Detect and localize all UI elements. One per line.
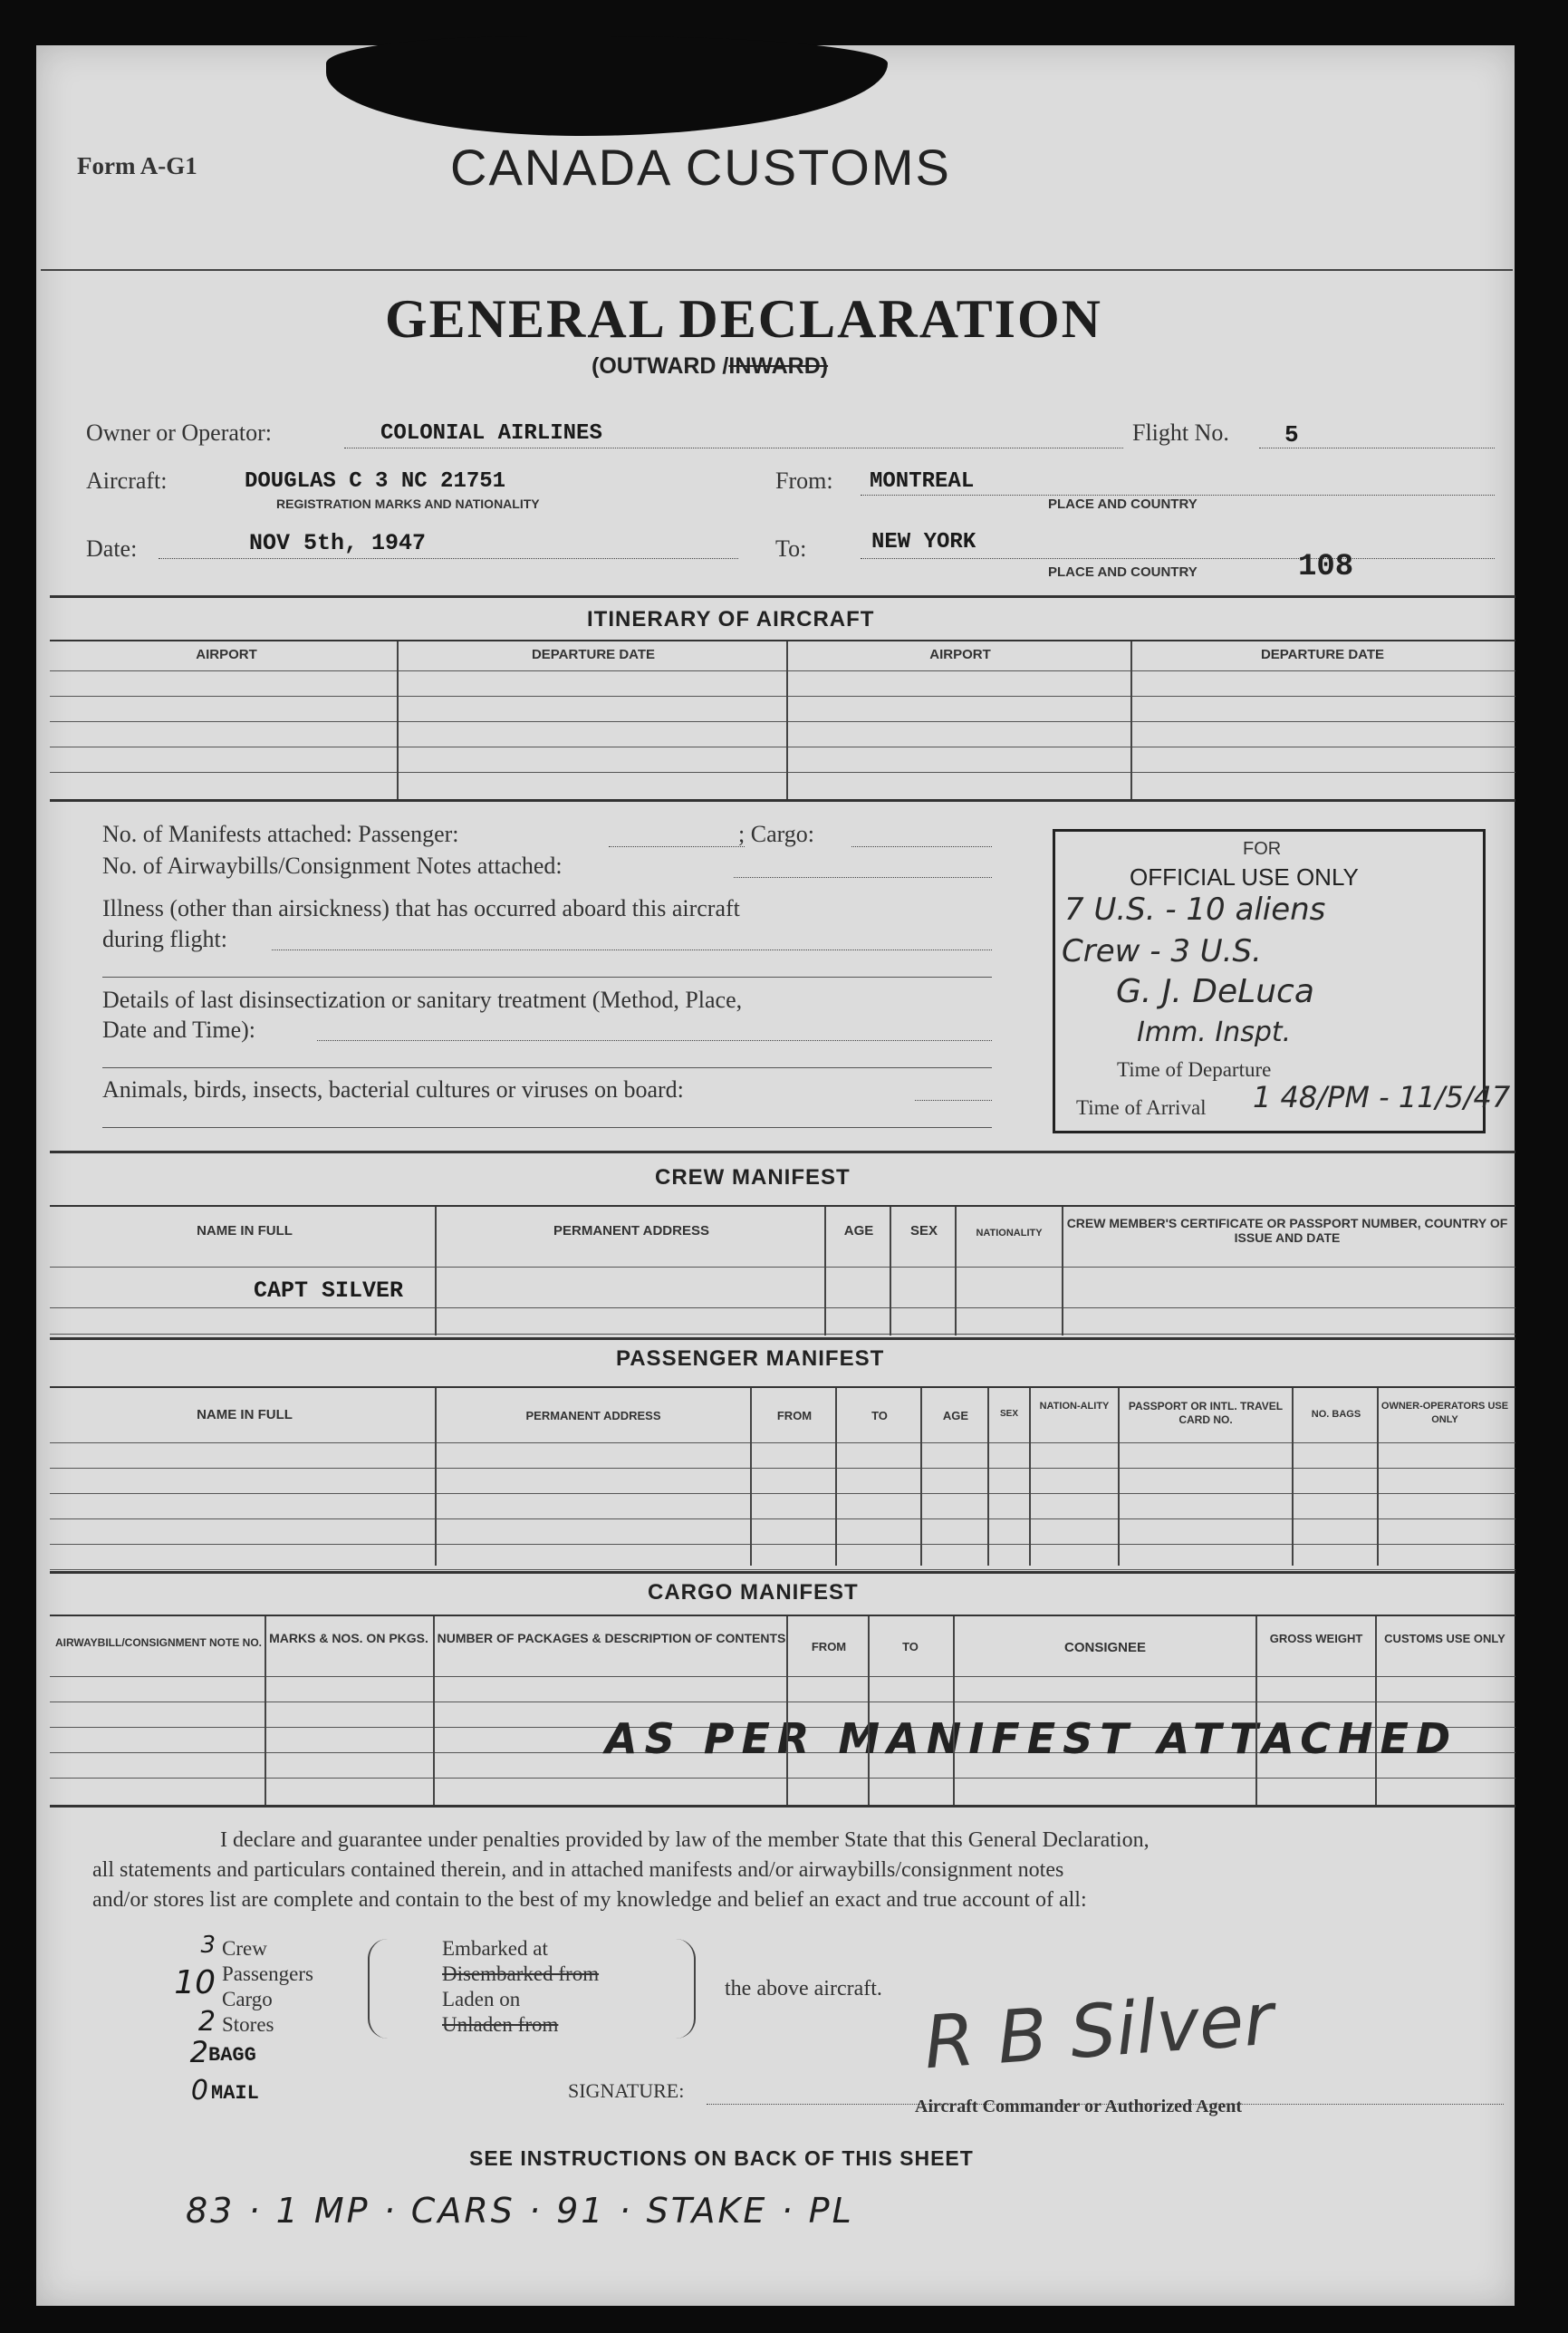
passenger-col-owner: OWNER-OPERATORS USE ONLY bbox=[1380, 1401, 1509, 1425]
cargo-divider bbox=[265, 1616, 266, 1805]
itinerary-divider bbox=[397, 641, 399, 799]
itinerary-row-line bbox=[50, 696, 1515, 697]
crew-row-line bbox=[50, 1334, 1515, 1335]
crew-col-name: NAME IN FULL bbox=[197, 1223, 293, 1239]
disinsect-line2: Date and Time): bbox=[102, 1017, 255, 1043]
passenger-row-line bbox=[50, 1518, 1515, 1519]
to-label: To: bbox=[775, 535, 807, 562]
form-title: GENERAL DECLARATION bbox=[385, 289, 1103, 349]
passenger-title: PASSENGER MANIFEST bbox=[616, 1346, 885, 1371]
cargo-divider bbox=[953, 1616, 955, 1805]
to-line bbox=[861, 558, 1495, 559]
cargo-rule bbox=[50, 1615, 1515, 1616]
passenger-col-nationality: NATION-ALITY bbox=[1039, 1401, 1110, 1412]
passenger-col-bags: NO. BAGS bbox=[1311, 1409, 1361, 1420]
movement-unladen: Unladen from bbox=[442, 2013, 559, 2036]
crew-col-certificate: CREW MEMBER'S CERTIFICATE OR PASSPORT NUMBER, COUNTRY OF ISSUE AND DATE bbox=[1066, 1216, 1508, 1245]
crew-row-line bbox=[50, 1267, 1515, 1268]
cargo-title: CARGO MANIFEST bbox=[648, 1580, 859, 1605]
official-note-4: Imm. Inspt. bbox=[1137, 1017, 1292, 1048]
passenger-col-to: TO bbox=[871, 1409, 888, 1422]
passenger-row-line bbox=[50, 1468, 1515, 1469]
crew-col-age: AGE bbox=[843, 1223, 874, 1239]
count-passengers-value: 10 bbox=[174, 1964, 216, 2001]
above-aircraft-text: the above aircraft. bbox=[725, 1977, 882, 2000]
aircraft-value: DOUGLAS C 3 NC 21751 bbox=[245, 469, 506, 494]
passenger-col-from: FROM bbox=[776, 1409, 813, 1422]
cargo-col-from: FROM bbox=[811, 1640, 847, 1653]
passenger-divider bbox=[1029, 1388, 1031, 1566]
cargo-divider bbox=[1375, 1616, 1377, 1805]
airwaybills-label: No. of Airwaybills/Consignment Notes attached: bbox=[102, 853, 563, 879]
crew-col-address: PERMANENT ADDRESS bbox=[553, 1223, 709, 1239]
footer-handwritten-note: 83 · 1 MP · CARS · 91 · STAKE · PL bbox=[186, 2191, 854, 2231]
crew-top-rule bbox=[50, 1151, 1515, 1153]
cargo-row-line bbox=[50, 1676, 1515, 1677]
flight-label: Flight No. bbox=[1132, 419, 1229, 446]
instructions-footer: SEE INSTRUCTIONS ON BACK OF THIS SHEET bbox=[469, 2146, 974, 2170]
departure-label: Time of Departure bbox=[1117, 1058, 1272, 1081]
from-value: MONTREAL bbox=[870, 469, 975, 494]
passenger-divider bbox=[920, 1388, 922, 1566]
cargo-label: ; Cargo: bbox=[738, 821, 815, 847]
itinerary-col-airport-1: AIRPORT bbox=[196, 647, 257, 662]
passenger-col-sex: SEX bbox=[999, 1409, 1018, 1419]
crew-col-sex: SEX bbox=[909, 1223, 938, 1239]
count-mail-value: 0 bbox=[190, 2075, 208, 2106]
crew-divider bbox=[890, 1207, 891, 1335]
detail-line bbox=[102, 1067, 992, 1068]
declaration-line-1: I declare and guarantee under penalties provided by law of the member State that this General Declaration, bbox=[220, 1828, 1150, 1852]
detail-line bbox=[102, 977, 992, 978]
owner-label: Owner or Operator: bbox=[86, 419, 273, 446]
crew-col-nationality: NATIONALITY bbox=[976, 1228, 1043, 1239]
cargo-handwritten-note: AS PER MANIFEST ATTACHED bbox=[605, 1714, 1458, 1763]
count-mail-label: MAIL bbox=[211, 2082, 259, 2105]
cargo-col-customs: CUSTOMS USE ONLY bbox=[1384, 1632, 1505, 1645]
cargo-col-to: TO bbox=[902, 1640, 919, 1653]
passenger-row-line bbox=[50, 1569, 1515, 1570]
illness-line1: Illness (other than airsickness) that has occurred aboard this aircraft bbox=[102, 895, 740, 921]
crew-divider bbox=[435, 1207, 437, 1335]
flight-value: 5 bbox=[1284, 421, 1299, 448]
form-id: Form A-G1 bbox=[77, 152, 197, 179]
declaration-line-3: and/or stores list are complete and contain to the best of my knowledge and belief an exact and true account of all: bbox=[92, 1888, 1087, 1912]
signature-label: SIGNATURE: bbox=[568, 2079, 685, 2102]
itinerary-col-airport-2: AIRPORT bbox=[929, 647, 991, 662]
right-brace bbox=[676, 1939, 696, 2039]
owner-value: COLONIAL AIRLINES bbox=[380, 421, 602, 446]
date-value: NOV 5th, 1947 bbox=[249, 530, 427, 556]
itinerary-row-line bbox=[50, 670, 1515, 671]
count-crew-label: Crew bbox=[222, 1937, 267, 1960]
date-label: Date: bbox=[86, 535, 138, 562]
cargo-col-packages: NUMBER OF PACKAGES & DESCRIPTION OF CONTENTS bbox=[437, 1631, 786, 1645]
aircraft-label: Aircraft: bbox=[86, 468, 168, 494]
cargo-divider bbox=[786, 1616, 788, 1805]
official-note-1: 7 U.S. - 10 aliens bbox=[1064, 892, 1326, 928]
passenger-row-line bbox=[50, 1493, 1515, 1494]
itinerary-divider bbox=[786, 641, 788, 799]
movement-embarked: Embarked at bbox=[442, 1937, 548, 1960]
passenger-divider bbox=[1118, 1388, 1120, 1566]
detail-line bbox=[102, 1127, 992, 1128]
passenger-divider bbox=[1377, 1388, 1379, 1566]
crew-row-name: CAPT SILVER bbox=[254, 1277, 404, 1304]
passenger-top-rule bbox=[50, 1337, 1515, 1340]
itinerary-divider bbox=[1130, 641, 1132, 799]
animals-line bbox=[915, 1100, 992, 1101]
passenger-divider bbox=[750, 1388, 752, 1566]
itinerary-row-line bbox=[50, 772, 1515, 773]
illness-line2: during flight: bbox=[102, 926, 227, 952]
signature-scrawl: R B Silver bbox=[921, 1976, 1276, 2086]
from-label: From: bbox=[775, 468, 833, 494]
itinerary-rule bbox=[50, 640, 1515, 641]
manifests-label: No. of Manifests attached: Passenger: bbox=[102, 821, 459, 847]
itinerary-col-departure-1: DEPARTURE DATE bbox=[531, 647, 656, 662]
signature-caption: Aircraft Commander or Authorized Agent bbox=[915, 2097, 1243, 2116]
count-bagg-label: BAGG bbox=[208, 2044, 256, 2067]
passenger-row-line bbox=[50, 1544, 1515, 1545]
cargo-col-marks: MARKS & NOS. ON PKGS. bbox=[269, 1631, 428, 1645]
cargo-divider bbox=[868, 1616, 870, 1805]
aircraft-caption: REGISTRATION MARKS AND NATIONALITY bbox=[276, 496, 540, 511]
cargo-col-consignee: CONSIGNEE bbox=[1063, 1640, 1146, 1655]
count-crew-value: 3 bbox=[200, 1932, 216, 1959]
movement-laden: Laden on bbox=[442, 1988, 521, 2010]
cargo-count-line bbox=[851, 846, 992, 847]
itinerary-top-rule bbox=[50, 595, 1515, 598]
movement-disembarked: Disembarked from bbox=[442, 1962, 600, 1985]
crew-divider bbox=[955, 1207, 957, 1335]
arrival-value: 1 48/PM - 11/5/47 bbox=[1253, 1080, 1511, 1114]
from-line bbox=[861, 495, 1495, 496]
cargo-row-line bbox=[50, 1778, 1515, 1779]
itinerary-title: ITINERARY OF AIRCRAFT bbox=[587, 607, 875, 631]
official-for: FOR bbox=[1243, 839, 1282, 859]
passenger-divider bbox=[987, 1388, 989, 1566]
to-value: NEW YORK bbox=[871, 530, 976, 554]
disinsect-line1: Details of last disinsectization or sanitary treatment (Method, Place, bbox=[102, 987, 743, 1013]
itinerary-col-departure-2: DEPARTURE DATE bbox=[1260, 647, 1385, 662]
cargo-top-rule bbox=[50, 1571, 1515, 1574]
date-line bbox=[159, 558, 738, 559]
official-note-3: G. J. DeLuca bbox=[1116, 973, 1314, 1010]
cargo-bottom-rule bbox=[50, 1805, 1515, 1808]
cargo-col-weight: GROSS WEIGHT bbox=[1269, 1632, 1363, 1645]
cargo-col-airwaybill: AIRWAYBILL/CONSIGNMENT NOTE NO. bbox=[54, 1636, 262, 1649]
official-title: OFFICIAL USE ONLY bbox=[1130, 863, 1359, 891]
disinsect-line bbox=[317, 1040, 992, 1041]
header-rule bbox=[41, 269, 1513, 271]
outward-label: (OUTWARD / bbox=[592, 353, 729, 379]
crew-rule bbox=[50, 1205, 1515, 1207]
official-note-2: Crew - 3 U.S. bbox=[1062, 933, 1262, 969]
arrival-label: Time of Arrival bbox=[1076, 1096, 1207, 1119]
passenger-col-age: AGE bbox=[942, 1409, 969, 1422]
crew-divider bbox=[1062, 1207, 1063, 1335]
inward-label-struck: INWARD) bbox=[728, 353, 829, 379]
crew-title: CREW MANIFEST bbox=[655, 1165, 851, 1190]
agency-title: CANADA CUSTOMS bbox=[450, 139, 951, 196]
passenger-rule bbox=[50, 1386, 1515, 1388]
passenger-col-passport: PASSPORT OR INTL. TRAVEL CARD NO. bbox=[1128, 1400, 1284, 1426]
stamp-number: 108 bbox=[1298, 550, 1354, 584]
count-bagg-value: 2 bbox=[189, 2035, 208, 2069]
passenger-col-address: PERMANENT ADDRESS bbox=[525, 1409, 661, 1422]
cargo-divider bbox=[1255, 1616, 1257, 1805]
count-cargo-label: Cargo bbox=[222, 1988, 273, 2010]
count-stores-label: Stores bbox=[222, 2013, 274, 2036]
crew-row-line bbox=[50, 1307, 1515, 1308]
itinerary-bottom-rule bbox=[50, 799, 1515, 802]
passenger-divider bbox=[835, 1388, 837, 1566]
airwaybills-line bbox=[734, 877, 992, 878]
animals-label: Animals, birds, insects, bacterial cultures or viruses on board: bbox=[102, 1076, 684, 1103]
passenger-col-name: NAME IN FULL bbox=[197, 1407, 293, 1422]
passenger-divider bbox=[435, 1388, 437, 1566]
left-brace bbox=[368, 1939, 388, 2039]
itinerary-row-line bbox=[50, 721, 1515, 722]
declaration-line-2: all statements and particulars contained therein, and in attached manifests and/or airwaybills/consignment notes bbox=[92, 1858, 1064, 1882]
crew-divider bbox=[824, 1207, 826, 1335]
passenger-count-line bbox=[609, 846, 745, 847]
cargo-divider bbox=[433, 1616, 435, 1805]
count-stores-value: 2 bbox=[197, 2006, 216, 2038]
passenger-divider bbox=[1292, 1388, 1294, 1566]
count-passengers-label: Passengers bbox=[222, 1962, 313, 1985]
from-caption: PLACE AND COUNTRY bbox=[1048, 496, 1198, 512]
to-caption: PLACE AND COUNTRY bbox=[1048, 564, 1198, 580]
passenger-row-line bbox=[50, 1442, 1515, 1443]
